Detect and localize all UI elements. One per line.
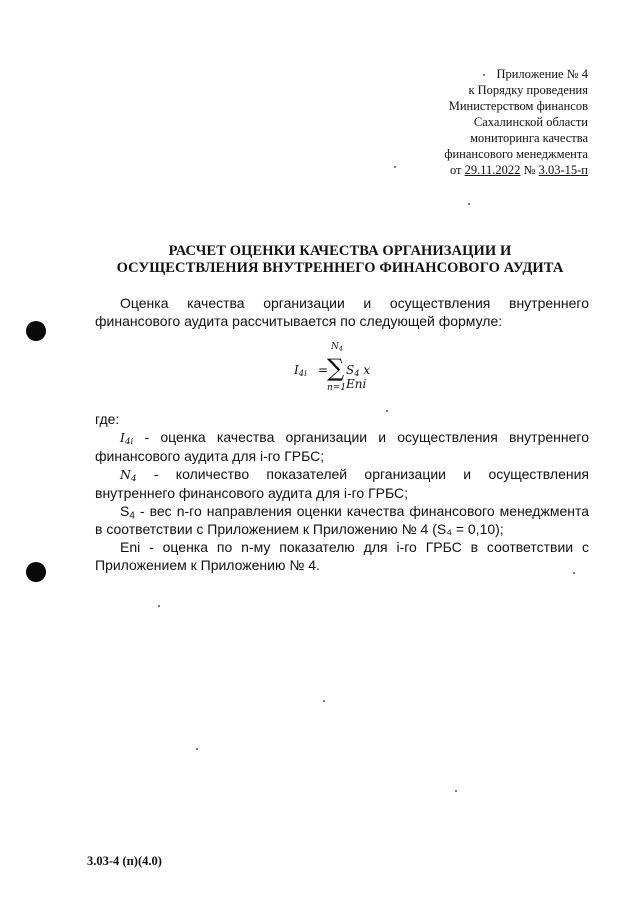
scan-speck: [323, 700, 325, 702]
appendix-line: Сахалинской области: [473, 115, 588, 129]
formula-lhs: $I_{4i}$: [294, 363, 307, 379]
scan-speck: [455, 790, 457, 792]
number-prefix: №: [520, 163, 539, 177]
punch-hole: [26, 562, 46, 582]
title-line: ОСУЩЕСТВЛЕНИЯ ВНУТРЕННЕГО ФИНАНСОВОГО АУДИТА: [116, 260, 564, 276]
definition-text: - количество показателей организации и осуществления внутреннего финансового аудита для i-го ГРБС;: [95, 466, 589, 501]
formula-rhs: $S_4$ x Eni: [346, 363, 371, 391]
sum-sign: ∑: [327, 354, 345, 382]
document-title: [60, 243, 620, 277]
appendix-date-line: [328, 162, 588, 178]
scan-speck: [468, 203, 470, 205]
scan-speck: [158, 605, 160, 607]
title-line: РАСЧЕТ ОЦЕНКИ КАЧЕСТВА ОРГАНИЗАЦИИ И: [168, 243, 512, 259]
formula: [294, 342, 394, 398]
appendix-line: мониторинга качества: [470, 131, 588, 145]
appendix-header: [328, 66, 588, 178]
scan-speck: [196, 748, 198, 750]
appendix-number: 3.03-15-п: [538, 163, 588, 177]
sum-lower-limit: n=1: [327, 383, 347, 393]
definition-text: - оценка по n-му показателю для i-го ГРБС в соответствии с Приложением к Приложению № 4.: [95, 539, 589, 573]
formula-equals: =: [318, 363, 329, 377]
definition-text: - оценка качества организации и осуществления внутреннего финансового аудита для i-го ГРБС;: [95, 429, 589, 464]
definition-item: [95, 428, 589, 465]
definition-symbol: $I_{4i}$: [120, 430, 134, 448]
punch-hole: [26, 321, 46, 341]
appendix-line: Приложение № 4: [496, 67, 588, 81]
appendix-line: финансового менеджмента: [444, 147, 588, 161]
definitions-list: [95, 428, 589, 574]
definition-symbol: $S_4$: [120, 503, 135, 522]
appendix-line: к Порядку проведения: [468, 83, 588, 97]
definition-item: [95, 465, 589, 502]
appendix-line: Министерством финансов: [448, 99, 588, 113]
date-prefix: от: [449, 163, 465, 177]
definition-symbol: $N_4$: [120, 467, 137, 485]
sum-upper-limit: $N_4$: [331, 342, 343, 353]
definition-item: [95, 502, 589, 538]
intro-paragraph: Оценка качества организации и осуществления внутреннего финансового аудита рассчитывается по следующей формуле:: [95, 295, 589, 329]
footer-code: 3.03-4 (п)(4.0): [87, 854, 162, 868]
definition-item: [95, 538, 589, 574]
definition-symbol: Eni: [120, 539, 141, 555]
appendix-date: 29.11.2022: [464, 163, 521, 177]
where-label: где:: [95, 411, 120, 427]
definition-text: - вес n-го направления оценки качества финансового менеджмента в соответствии с Приложением к Приложению № 4 (S₄ = 0,10);: [95, 503, 589, 537]
